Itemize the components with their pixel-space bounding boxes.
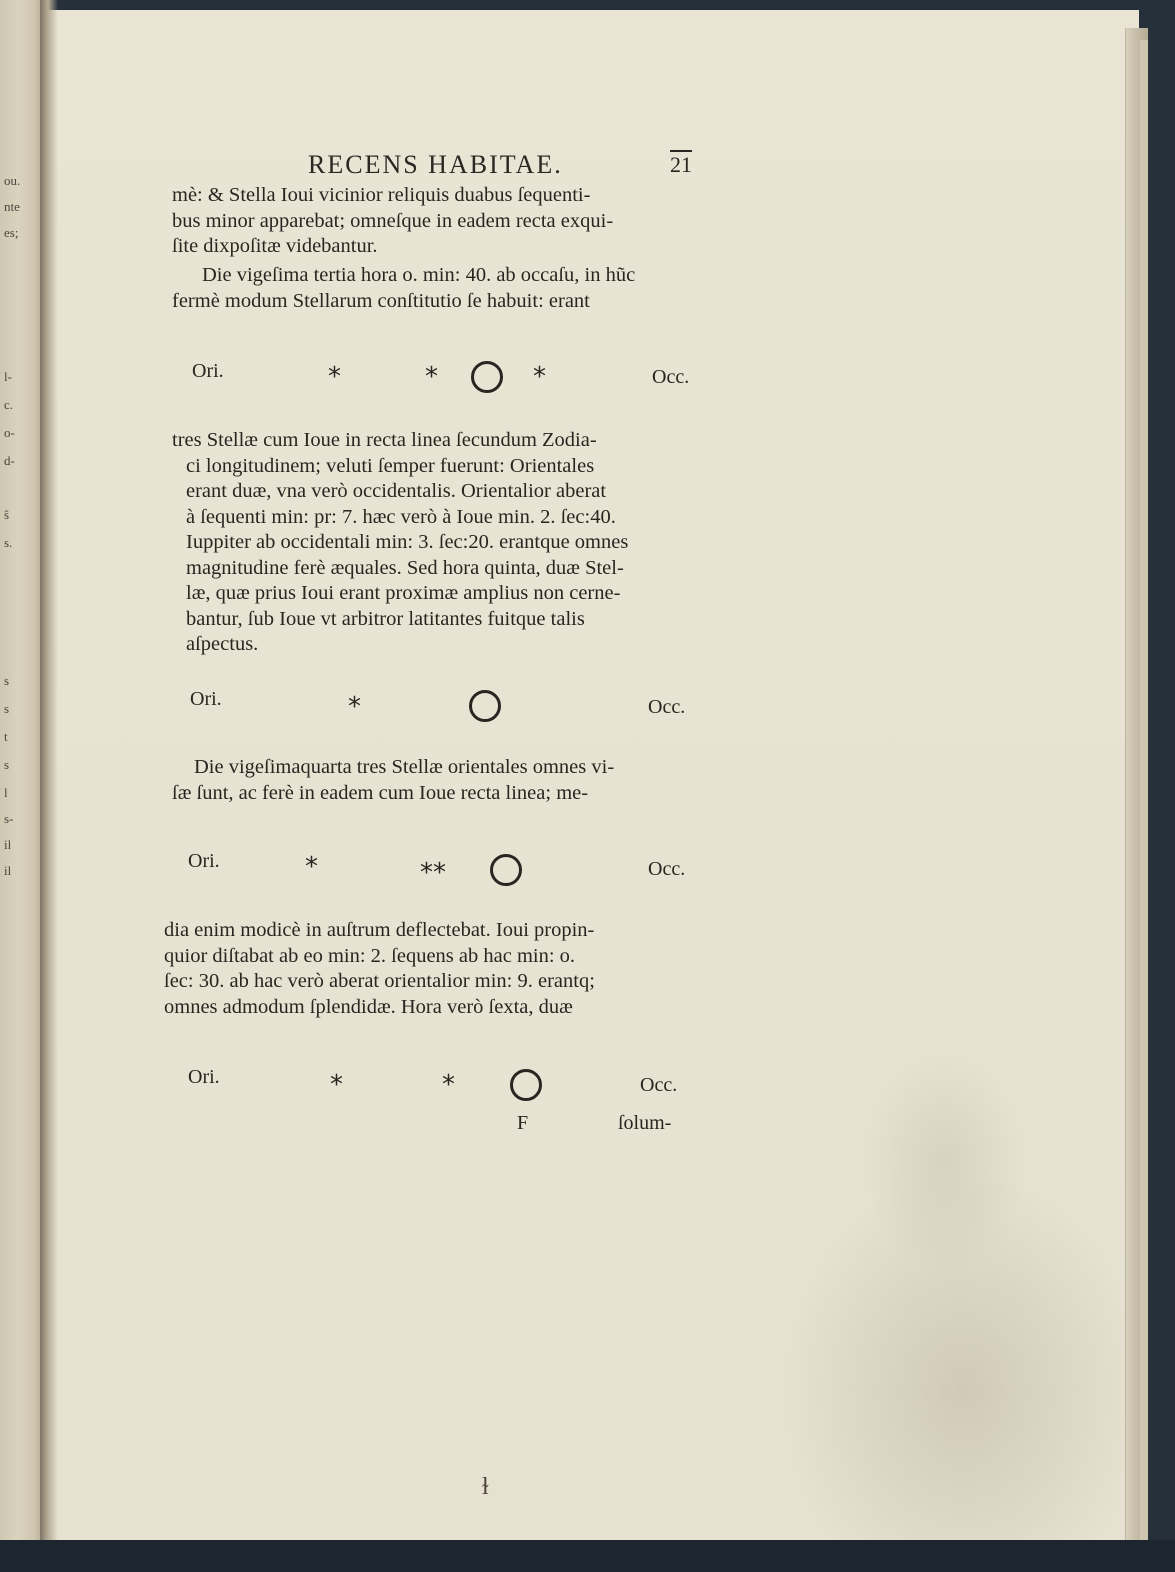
west-label: Occ.: [648, 858, 686, 880]
text-line: aſpectus.: [186, 633, 259, 655]
paragraph-day-23: [172, 263, 635, 314]
text-line: læ, quæ prius Ioui erant proximæ amplius non cerne-: [186, 582, 621, 604]
east-label: Ori.: [188, 850, 220, 872]
text-line: ſæ ſunt, ac ferè in eadem cum Ioue recta linea; me-: [172, 781, 589, 804]
left-page-fragment: il: [4, 863, 12, 878]
text-line: quior diſtabat ab eo min: 2. ſequens ab hac min: o.: [164, 944, 576, 967]
star-mark: *: [425, 362, 438, 392]
text-line: tres Stellæ cum Ioue in recta linea ſecundum Zodia-: [172, 429, 597, 451]
text-line: Die vigeſimaquarta tres Stellæ orientales omnes vi-: [194, 756, 615, 778]
left-page-fragment: s: [4, 701, 10, 716]
left-page-fragment: il: [4, 837, 12, 852]
star-mark: *: [533, 362, 546, 392]
text-line: magnitudine ferè æquales. Sed hora quinta, duæ Stel-: [186, 556, 624, 579]
jupiter-circle: [510, 1069, 542, 1101]
east-label: Ori.: [190, 688, 222, 710]
west-label: Occ.: [640, 1074, 678, 1096]
left-facing-page: [0, 0, 42, 1565]
left-page-fragment: l-: [4, 369, 12, 384]
page-header: [0, 150, 1175, 184]
text-line: omnes admodum ſplendidæ. Hora verò ſexta, duæ: [164, 995, 573, 1018]
left-page-fragment: ou.: [4, 173, 21, 188]
jupiter-diagram-4: [0, 1066, 1175, 1110]
text-line: ci longitudinem; veluti ſemper fuerunt: Orientales: [186, 454, 595, 477]
star-mark: *: [305, 852, 318, 882]
text-line: Die vigeſima tertia hora o. min: 40. ab occaſu, in hũc: [202, 264, 636, 286]
text-line: fermè modum Stellarum conſtitutio ſe habuit: erant: [172, 289, 590, 312]
star-mark: *: [330, 1070, 343, 1100]
jupiter-diagram-1: [0, 358, 1175, 402]
left-page-fragment: es;: [4, 225, 19, 240]
page-edge-inner: [1140, 40, 1148, 1540]
left-page-fragment: s: [4, 673, 10, 688]
paragraph-observation: [172, 428, 628, 658]
star-mark: **: [420, 858, 446, 888]
jupiter-circle: [469, 690, 501, 722]
east-label: Ori.: [188, 1066, 220, 1088]
west-label: Occ.: [652, 366, 690, 388]
running-title: RECENS HABITAE.: [308, 150, 563, 179]
page-number: 21: [670, 152, 692, 177]
paragraph-day-24: [172, 755, 614, 806]
east-label: Ori.: [192, 360, 224, 382]
text-line: à ſequenti min: pr: 7. hæc verò à Ioue min. 2. ſec:40.: [186, 505, 616, 528]
left-page-fragment: s: [4, 757, 10, 772]
left-page-fragment: c.: [4, 397, 14, 412]
gutter-shadow: [40, 0, 58, 1565]
jupiter-diagram-3: [0, 850, 1175, 894]
text-line: ſite dixpoſitæ videbantur.: [172, 235, 378, 257]
left-page-fragment: nte: [4, 199, 20, 214]
text-line: dia enim modicè in auſtrum deflectebat. Ioui propin-: [164, 919, 595, 941]
left-page-fragment: l: [4, 785, 8, 800]
printer-ornament: ɫ: [482, 1474, 489, 1500]
text-line: erant duæ, vna verò occidentalis. Orientalior aberat: [186, 480, 607, 502]
west-label: Occ.: [648, 696, 686, 718]
left-page-fragment: ŝ: [4, 507, 10, 522]
star-mark: *: [328, 362, 341, 392]
left-page-fragment: d-: [4, 453, 15, 468]
star-mark: *: [442, 1070, 455, 1100]
text-line: bus minor apparebat; omneſque in eadem recta exqui-: [172, 209, 614, 232]
star-mark: *: [348, 692, 361, 722]
jupiter-circle: [471, 361, 503, 393]
scan-background: [0, 1540, 1175, 1572]
paragraph-continuation-2: [164, 918, 595, 1020]
left-page-fragment: t: [4, 729, 8, 744]
jupiter-circle: [490, 854, 522, 886]
left-page-fragment: s-: [4, 811, 14, 826]
signature-mark: F: [517, 1112, 529, 1134]
text-line: Iuppiter ab occidentali min: 3. ſec:20. erantque omnes: [186, 531, 629, 553]
left-page-fragment: o-: [4, 425, 15, 440]
catchword: ſolum-: [618, 1112, 672, 1134]
paragraph-continuation: [172, 183, 613, 260]
text-line: mè: & Stella Ioui vicinior reliquis duabus ſequenti-: [172, 184, 591, 206]
left-page-fragment: s.: [4, 535, 13, 550]
text-line: bantur, ſub Ioue vt arbitror latitantes fuitque talis: [186, 607, 585, 630]
text-line: ſec: 30. ab hac verò aberat orientalior min: 9. erantq;: [164, 970, 595, 992]
jupiter-diagram-2: [0, 688, 1175, 732]
